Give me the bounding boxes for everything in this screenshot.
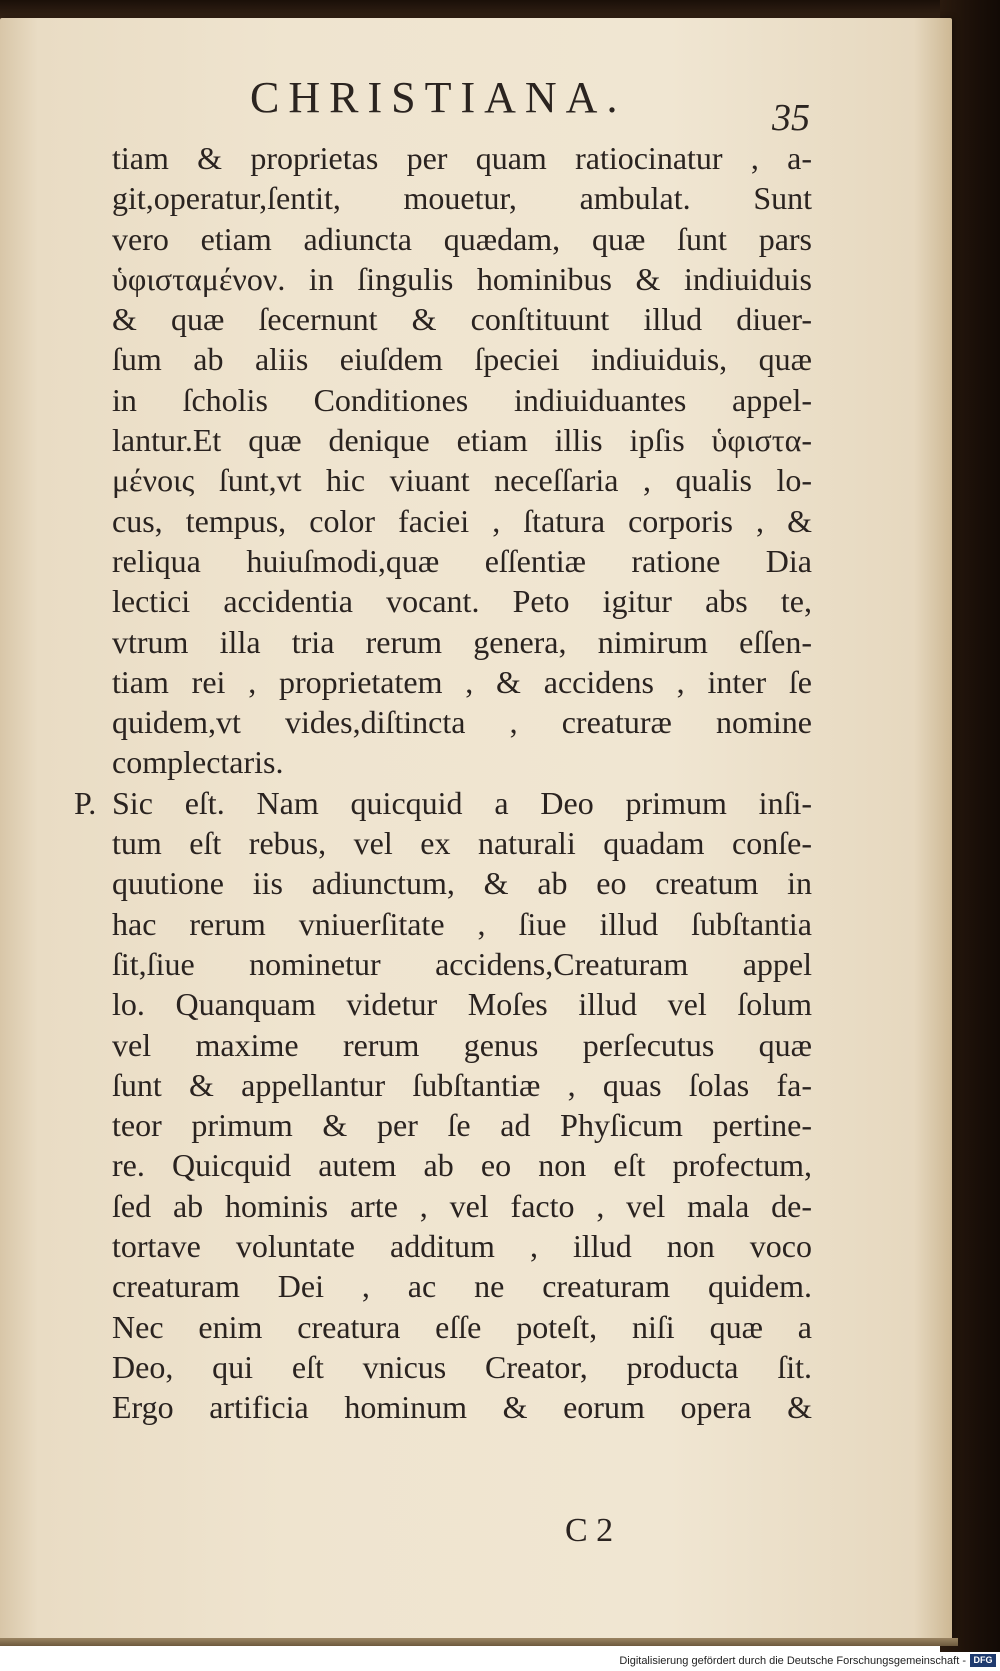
text-line: complectaris. <box>112 744 284 781</box>
text-line: ſunt & appellantur ſubſtantiæ , quas ſolas fa- <box>112 1066 812 1103</box>
text-line: ὑφισταμένον. in ſingulis hominibus & indiuiduis <box>112 260 812 297</box>
text-line: quidem,vt vides,diſtincta , creaturæ nomine <box>112 704 812 741</box>
text-line: reliqua huiuſmodi,quæ eſſentiæ ratione Dia <box>112 542 812 579</box>
funding-credit: Digitalisierung gefördert durch die Deutsche Forschungsgemeinschaft - <box>619 1655 966 1667</box>
text-line: ſum ab aliis eiuſdem ſpeciei indiuiduis, quæ <box>112 341 812 378</box>
text-line: tortave voluntate additum , illud non voco <box>112 1228 812 1265</box>
footer-bar <box>0 1652 1000 1671</box>
text-line: git,operatur,ſentit, mouetur, ambulat. Sunt <box>112 180 812 217</box>
text-line: lo. Quanquam videtur Moſes illud vel ſolum <box>112 986 812 1023</box>
text-line: creaturam Dei , ac ne creaturam quidem. <box>112 1268 812 1305</box>
text-line: vero etiam adiuncta quædam, quæ ſunt pars <box>112 220 812 257</box>
text-line: vel maxime rerum genus perſecutus quæ <box>112 1026 812 1063</box>
text-line: lectici accidentia vocant. Peto igitur abs te, <box>112 583 812 620</box>
text-line: teor primum & per ſe ad Phyſicum pertine- <box>112 1107 812 1144</box>
text-line: vtrum illa tria rerum genera, nimirum eſſen- <box>112 623 812 660</box>
text-line: tiam rei , proprietatem , & accidens , inter ſe <box>112 663 812 700</box>
text-line: μένοις ſunt,vt hic viuant neceſſaria , qualis lo- <box>112 462 812 499</box>
text-line: re. Quicquid autem ab eo non eſt profectum, <box>112 1147 812 1184</box>
text-line: ſed ab hominis arte , vel facto , vel mala de- <box>112 1187 812 1224</box>
speaker-mark: P. <box>74 784 97 821</box>
text-line: Nec enim creatura eſſe poteſt, niſi quæ a <box>112 1308 812 1345</box>
page-bottom-edge <box>0 1638 958 1646</box>
text-line: tum eſt rebus, vel ex naturali quadam conſe- <box>112 825 812 862</box>
text-line: quutione iis adiunctum, & ab eo creatum in <box>112 865 812 902</box>
text-line: Sic eſt. Nam quicquid a Deo primum inſi- <box>112 784 812 821</box>
text-line: lantur.Et quæ denique etiam illis ipſis ὑφιστα- <box>112 422 812 459</box>
text-line: cus, tempus, color faciei , ſtatura corporis , & <box>112 502 812 539</box>
body-text <box>74 138 812 1428</box>
running-head: CHRISTIANA. <box>250 73 627 122</box>
text-line: & quæ ſecernunt & conſtituunt illud diuer- <box>112 301 812 338</box>
signature-mark: C 2 <box>565 1512 614 1549</box>
text-line: Ergo artificia hominum & eorum opera & <box>112 1389 812 1426</box>
page-number: 35 <box>772 97 810 139</box>
text-line: ſit,ſiue nominetur accidens,Creaturam appel <box>112 945 812 982</box>
text-line: Deo, qui eſt vnicus Creator, producta ſit. <box>112 1348 812 1385</box>
text-line: in ſcholis Conditiones indiuiduantes appel- <box>112 381 812 418</box>
text-line: hac rerum vniuerſitate , ſiue illud ſubſtantia <box>112 905 812 942</box>
text-line: tiam & proprietas per quam ratiocinatur , a- <box>112 140 812 176</box>
dfg-logo: DFG <box>970 1654 996 1667</box>
speaker-line <box>74 783 812 823</box>
